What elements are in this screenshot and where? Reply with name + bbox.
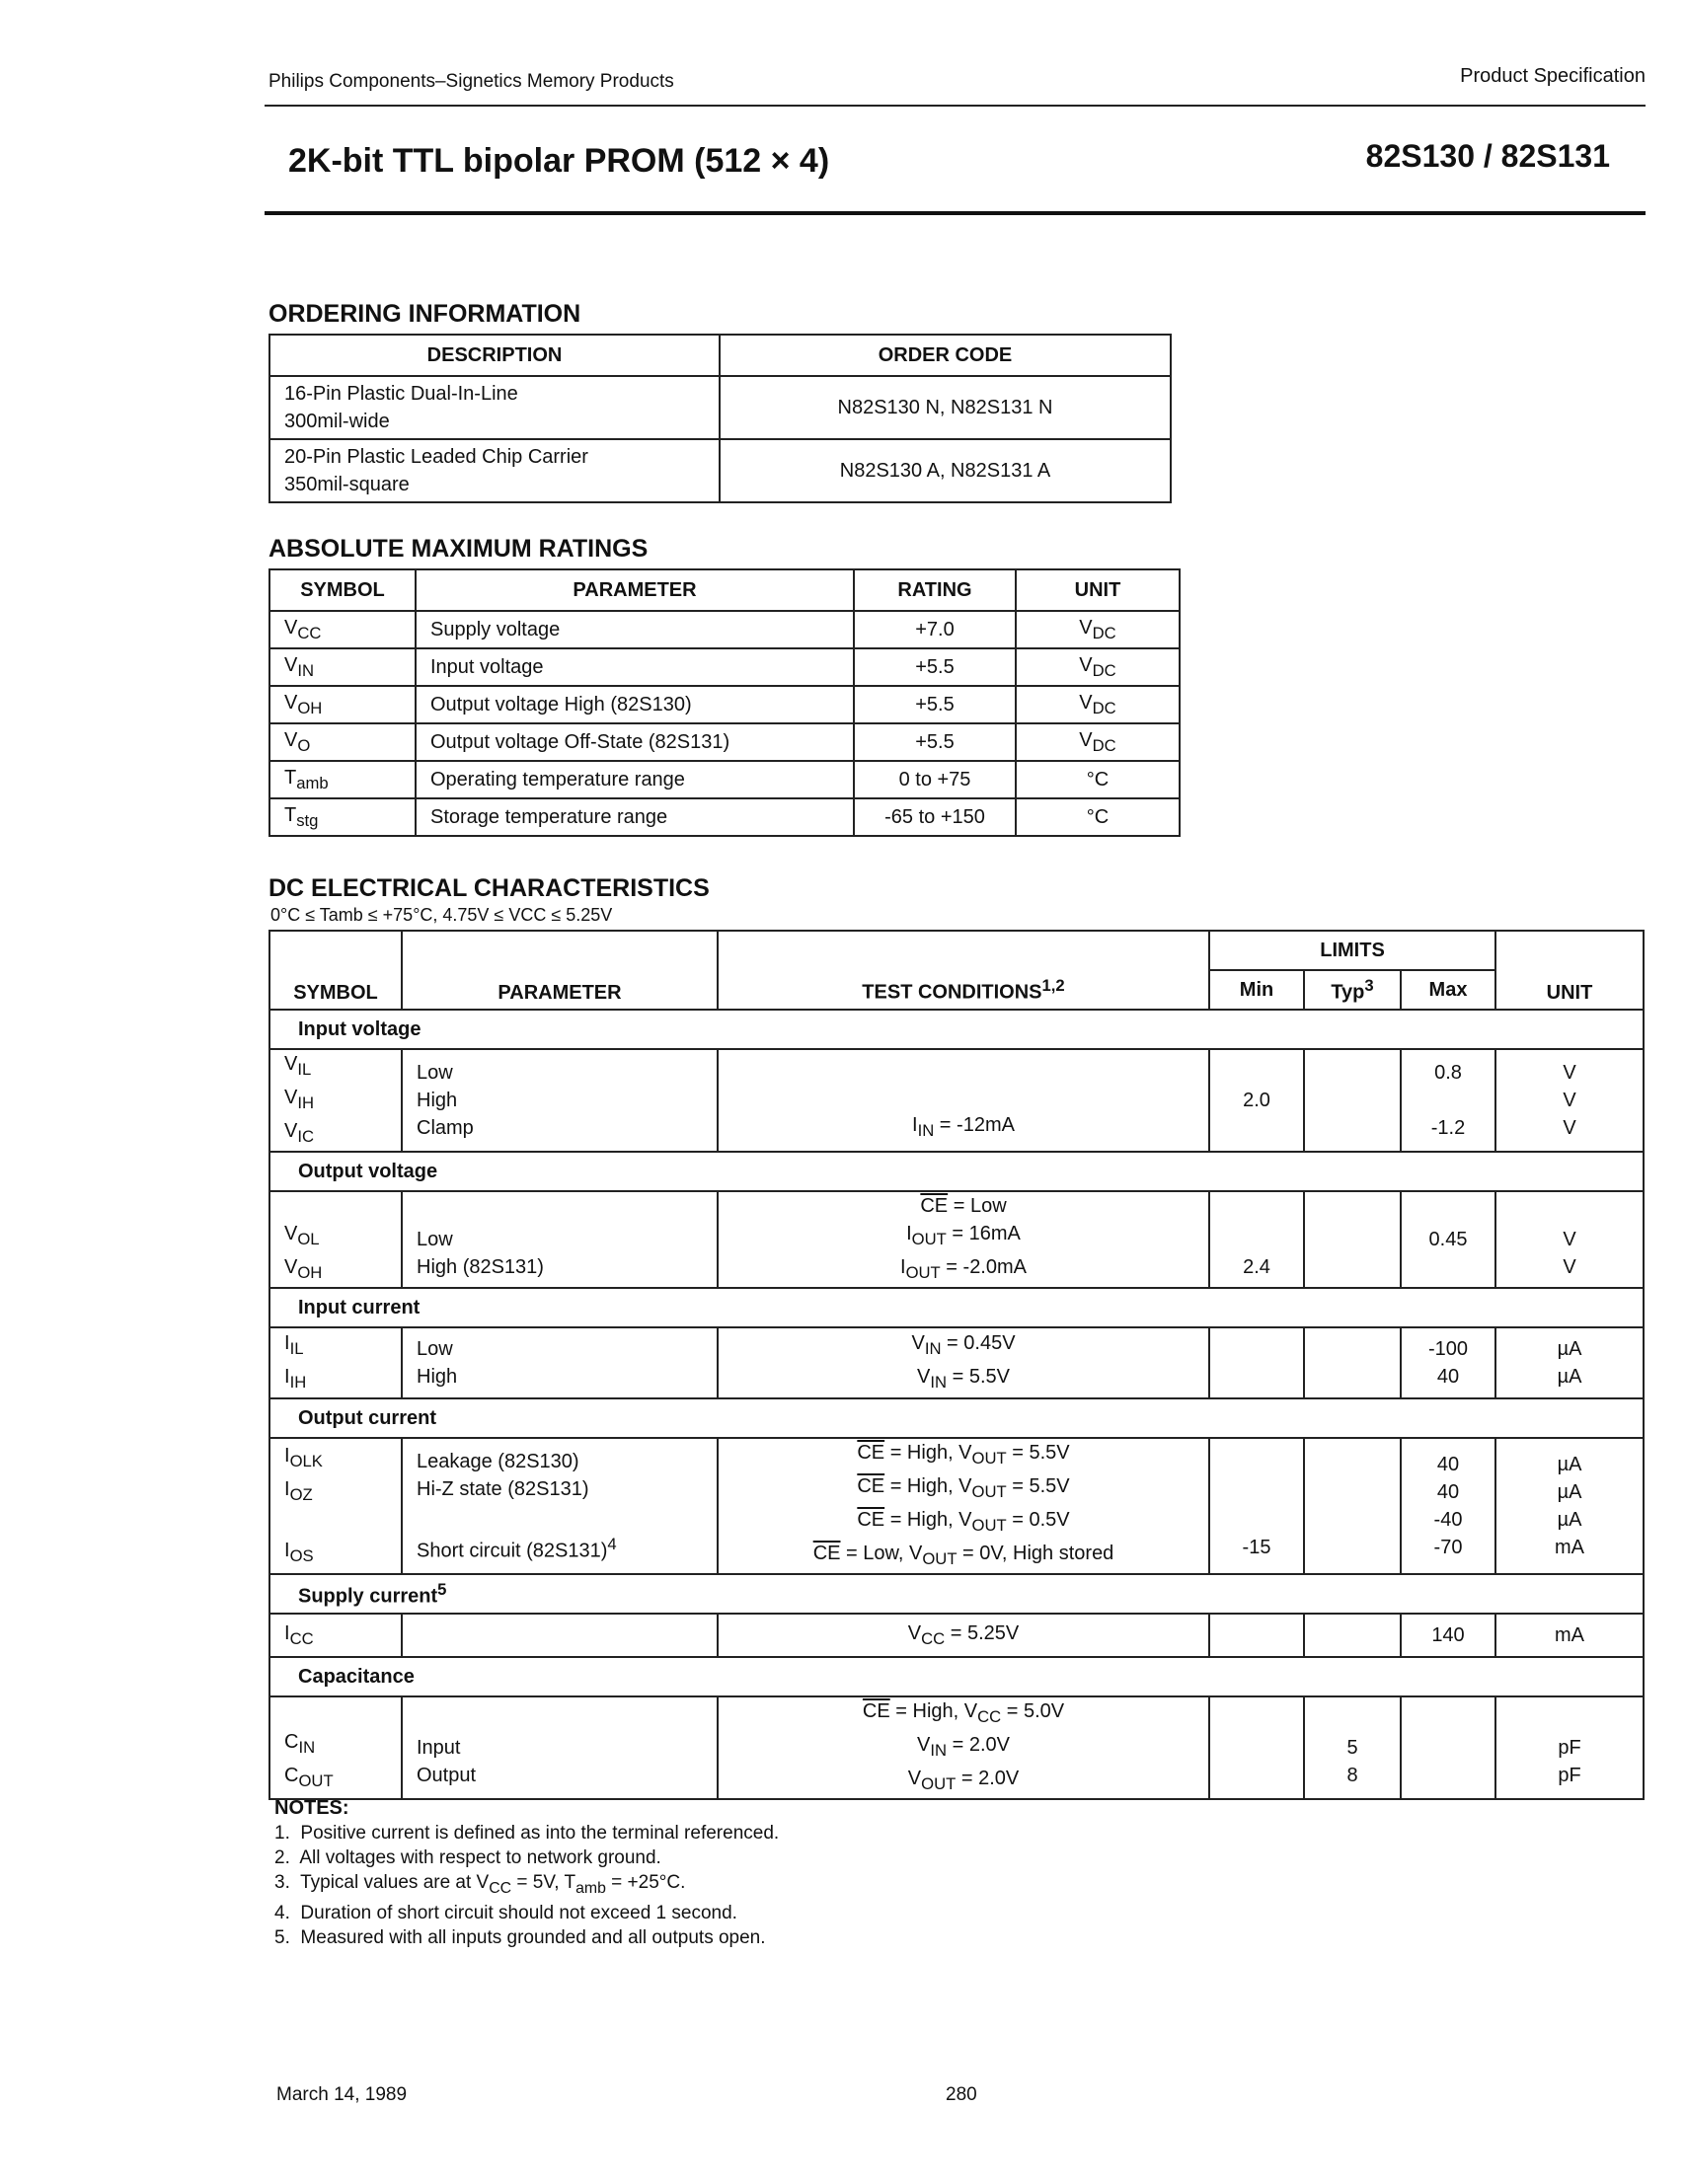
cond-text: = 5.5V [1006,1442,1070,1464]
capacitance-typ [1304,1696,1401,1799]
output-current-tests [718,1438,1209,1574]
table-row [269,1696,1644,1799]
note-text: Positive current is defined as into the terminal referenced. [300,1823,780,1844]
cond-value: = 2.0V [947,1734,1010,1756]
max-value: 0.45 [1428,1229,1468,1250]
capacitance-units [1495,1696,1644,1799]
min-value: 2.4 [1243,1256,1270,1278]
max-value: 40 [1436,1481,1460,1503]
symbol-letter: V [284,653,298,676]
table-row [269,761,1180,798]
symbol-subscript: IH [297,1093,314,1112]
input-voltage-params [402,1049,718,1152]
note-item [274,1901,779,1925]
unit-text: µA [1557,1454,1582,1475]
notes-heading: NOTES: [274,1797,349,1819]
capacitance-max [1401,1696,1495,1799]
test-conditions-footnote: 1,2 [1041,976,1065,996]
capacitance-symbols [269,1696,402,1799]
abs-header-symbol: SYMBOL [269,569,416,611]
abs-unit [1016,686,1180,723]
header-rule [265,105,1646,107]
group-output-voltage: Output voltage [269,1152,1644,1191]
unit-text: V [1563,1062,1576,1084]
cond-value: = -2.0mA [940,1256,1027,1278]
abs-parameter: Output voltage High (82S130) [416,686,854,723]
symbol-subscript: IL [297,1060,312,1079]
note-text: = 5V, T [511,1872,576,1893]
symbol-subscript: OUT [298,1771,334,1790]
abs-header-parameter: PARAMETER [416,569,854,611]
param-text: High [417,1366,458,1388]
input-current-min [1209,1327,1304,1398]
symbol-letter: V [284,728,298,751]
cond-subscript: OUT [971,1516,1007,1535]
dc-title: DC ELECTRICAL CHARACTERISTICS [268,874,710,902]
supply-current-max: 140 [1401,1614,1495,1657]
group-capacitance: Capacitance [269,1657,1644,1696]
supply-current-symbol [269,1614,402,1657]
unit-text: mA [1555,1537,1585,1558]
unit-text: pF [1558,1765,1581,1786]
table-row [269,1438,1644,1574]
abs-rating: -65 to +150 [854,798,1016,836]
note-item [274,1870,779,1901]
cond-subscript: OUT [971,1482,1007,1501]
note-text: Duration of short circuit should not exceed 1 second. [300,1902,737,1923]
dc-header-max: Max [1401,970,1495,1010]
cond-text: = High, V [889,1700,978,1722]
note-item [274,1845,779,1870]
abs-header-unit: UNIT [1016,569,1180,611]
unit-text: V [1563,1090,1576,1111]
unit-text: V [1563,1117,1576,1139]
cond-subscript: OUT [971,1449,1007,1468]
symbol-subscript: IH [289,1373,307,1392]
cond-value: = 5.25V [945,1621,1020,1644]
symbol-letter: V [284,1087,298,1108]
typ-label: Typ [1331,981,1365,1004]
supply-current-unit: mA [1495,1614,1644,1657]
table-row [269,648,1180,686]
typ-value: 5 [1346,1737,1358,1759]
table-row [269,686,1180,723]
input-voltage-units [1495,1049,1644,1152]
param-text: Clamp [417,1117,474,1139]
title-rule [265,211,1646,215]
symbol-subscript: amb [296,773,329,792]
max-value: -100 [1427,1338,1469,1360]
output-voltage-units [1495,1191,1644,1288]
abs-parameter: Output voltage Off-State (82S131) [416,723,854,761]
dc-header-symbol: SYMBOL [269,931,402,1010]
table-row [269,611,1180,648]
ce-bar-signal: $\overline{CE}$ [812,1543,841,1564]
cond-text: = 0V, High stored [957,1543,1114,1564]
symbol-subscript: OLK [289,1452,323,1470]
unit-letter: V [1079,691,1093,714]
unit-text: pF [1558,1737,1581,1759]
input-current-tests [718,1327,1209,1398]
table-row [269,723,1180,761]
group-input-voltage: Input voltage [269,1010,1644,1049]
max-value: 40 [1436,1366,1460,1388]
symbol-subscript: IL [289,1339,304,1358]
ce-bar-signal: $\overline{CE}$ [862,1700,890,1722]
symbol-letter: T [284,803,297,826]
symbol-subscript: CC [297,623,322,642]
output-current-units [1495,1438,1644,1574]
cond-value: = 16mA [946,1223,1021,1244]
cond-text: = High, V [884,1475,972,1497]
cond-subscript: OUT [905,1263,941,1282]
symbol-subscript: stg [296,810,319,830]
dc-header-parameter: PARAMETER [402,931,718,1010]
cond-text: = Low, V [840,1543,923,1564]
group-footnote: 5 [437,1579,447,1599]
ordering-header-description: DESCRIPTION [269,335,720,376]
dc-header-unit: UNIT [1495,931,1644,1010]
symbol-letter: V [284,616,298,639]
symbol-subscript: OH [297,1263,323,1282]
dc-header-test-conditions [718,931,1209,1010]
cond-letter: I [900,1256,906,1278]
note-number: 5. [274,1926,290,1948]
ordering-desc-line1: 20-Pin Plastic Leaded Chip Carrier [284,446,588,468]
cond-subscript: IN [917,1121,935,1140]
min-value: 2.0 [1243,1090,1270,1111]
symbol-letter: V [284,1256,298,1278]
ordering-title: ORDERING INFORMATION [268,300,581,328]
output-voltage-max [1401,1191,1495,1288]
param-text: Low [417,1229,453,1250]
cond-subscript: IN [930,1373,948,1392]
page-number: 280 [946,2084,977,2105]
unit-text: V [1563,1256,1576,1278]
cond-subscript: CC [977,1707,1002,1726]
cond-subscript: OUT [922,1549,957,1568]
ce-bar-signal: $\overline{CE}$ [857,1475,885,1497]
symbol-subscript: IN [297,660,314,680]
unit-text: V [1563,1229,1576,1250]
dc-header-limits: LIMITS [1209,931,1495,970]
table-row [269,1327,1644,1398]
ordering-table [268,334,1172,503]
ordering-desc-line2: 300mil-wide [284,411,390,432]
output-voltage-symbols [269,1191,402,1288]
input-current-max [1401,1327,1495,1398]
symbol-letter: T [284,766,297,789]
ordering-code: N82S130 N, N82S131 N [720,376,1171,439]
unit-letter: V [1079,728,1093,751]
input-current-params [402,1327,718,1398]
cond-subscript: CC [921,1628,946,1648]
cond-letter: V [907,1768,922,1789]
output-current-typ [1304,1438,1401,1574]
dc-conditions: 0°C ≤ Tamb ≤ +75°C, 4.75V ≤ VCC ≤ 5.25V [270,905,613,925]
output-current-max [1401,1438,1495,1574]
output-current-symbols [269,1438,402,1574]
note-subscript: CC [489,1879,512,1897]
unit-text: µA [1557,1509,1582,1531]
ce-bar-signal: $\overline{CE}$ [857,1442,885,1464]
cond-value: = 2.0V [956,1768,1020,1789]
input-voltage-min [1209,1049,1304,1152]
symbol-letter: V [284,1053,298,1075]
capacitance-params [402,1696,718,1799]
notes [274,1796,779,1950]
symbol-subscript: OH [297,698,323,717]
page-title: 2K-bit TTL bipolar PROM (512 × 4) [288,142,830,180]
max-value: 0.8 [1434,1062,1462,1084]
cond-text: = 0.5V [1006,1509,1070,1531]
unit-text: µA [1557,1481,1582,1503]
abs-parameter: Supply voltage [416,611,854,648]
symbol-letter: I [284,1366,290,1388]
abs-symbol [269,723,416,761]
ordering-header-code: ORDER CODE [720,335,1171,376]
note-text: Measured with all inputs grounded and all outputs open. [300,1926,766,1948]
cond-subscript: IN [930,1741,948,1760]
symbol-letter: I [284,1540,290,1561]
input-current-units [1495,1327,1644,1398]
symbol-subscript: IC [297,1127,314,1146]
table-row [269,1049,1644,1152]
param-text: Hi-Z state (82S131) [417,1477,589,1500]
cond-text: = 5.5V [1006,1475,1070,1497]
output-current-params [402,1438,718,1574]
typ-value: 8 [1346,1765,1358,1786]
symbol-subscript: IN [298,1738,316,1757]
abs-unit [1016,723,1180,761]
note-number: 2. [274,1847,290,1868]
ce-bar-signal: $\overline{CE}$ [920,1195,949,1217]
symbol-letter: C [284,1731,299,1753]
note-number: 3. [274,1872,290,1893]
output-voltage-min [1209,1191,1304,1288]
symbol-letter: V [284,1120,298,1142]
input-current-typ [1304,1327,1401,1398]
output-voltage-params [402,1191,718,1288]
note-item [274,1925,779,1950]
cond-subscript: IN [924,1339,942,1358]
typ-footnote: 3 [1364,975,1374,995]
table-row [269,439,1171,502]
unit-letter: V [1079,616,1093,639]
abs-parameter: Input voltage [416,648,854,686]
cond-value: = Low [948,1195,1007,1217]
input-voltage-symbols [269,1049,402,1152]
abs-symbol [269,611,416,648]
symbol-letter: C [284,1765,299,1786]
param-text: High [417,1090,458,1111]
cond-text: = High, V [884,1442,972,1464]
cond-subscript: OUT [921,1774,957,1793]
abs-max-title: ABSOLUTE MAXIMUM RATINGS [268,535,649,563]
note-number: 4. [274,1902,290,1923]
input-current-symbols [269,1327,402,1398]
param-text: Input [417,1737,461,1759]
abs-rating: +5.5 [854,648,1016,686]
group-label: Supply current [298,1585,438,1608]
abs-symbol [269,648,416,686]
note-item [274,1821,779,1845]
symbol-subscript: OZ [289,1485,313,1504]
group-supply-current [269,1574,1644,1614]
table-row [269,1614,1644,1657]
cond-value: = -12mA [934,1114,1015,1136]
group-input-current: Input current [269,1288,1644,1327]
capacitance-min [1209,1696,1304,1799]
unit-letter: V [1079,653,1093,676]
abs-rating: 0 to +75 [854,761,1016,798]
supply-current-min [1209,1614,1304,1657]
unit-text: µA [1557,1338,1582,1360]
abs-parameter: Operating temperature range [416,761,854,798]
abs-max-table [268,568,1181,837]
symbol-letter: I [284,1621,290,1644]
part-numbers: 82S130 / 82S131 [1365,138,1610,174]
abs-rating: +5.5 [854,723,1016,761]
header-source: Philips Components–Signetics Memory Products [268,71,674,92]
cond-letter: V [917,1366,931,1388]
table-row [269,798,1180,836]
abs-symbol [269,798,416,836]
unit-subscript: DC [1092,735,1116,755]
cond-text: = High, V [884,1509,972,1531]
input-voltage-typ [1304,1049,1401,1152]
output-voltage-typ [1304,1191,1401,1288]
symbol-subscript: CC [289,1628,314,1648]
unit-subscript: DC [1092,660,1116,680]
symbol-subscript: OS [289,1546,314,1565]
cond-subscript: OUT [911,1230,947,1248]
param-text: Leakage (82S130) [417,1450,579,1472]
param-text: Output [417,1765,477,1786]
param-text: Low [417,1338,453,1360]
table-row [269,376,1171,439]
note-text: All voltages with respect to network ground. [299,1847,661,1868]
cond-letter: I [912,1114,918,1136]
abs-symbol [269,761,416,798]
cond-value: = 0.45V [941,1332,1016,1354]
note-number: 1. [274,1823,290,1844]
abs-unit: °C [1016,761,1180,798]
max-value: -70 [1433,1537,1463,1558]
abs-unit [1016,611,1180,648]
abs-rating: +7.0 [854,611,1016,648]
cond-letter: V [917,1734,931,1756]
output-current-min [1209,1438,1304,1574]
max-value: -1.2 [1430,1117,1466,1139]
cond-letter: I [906,1223,912,1244]
symbol-letter: I [284,1445,290,1467]
table-row [269,1191,1644,1288]
group-output-current: Output current [269,1398,1644,1438]
max-value: 40 [1436,1454,1460,1475]
abs-rating: +5.5 [854,686,1016,723]
footer-date: March 14, 1989 [276,2084,408,2105]
cond-text: = 5.0V [1001,1700,1065,1722]
abs-unit [1016,648,1180,686]
cond-value: = 5.5V [947,1366,1010,1388]
dc-header-min: Min [1209,970,1304,1010]
param-footnote: 4 [607,1534,617,1553]
param-text: Low [417,1062,453,1084]
supply-current-param [402,1614,718,1657]
unit-subscript: DC [1092,698,1116,717]
abs-header-rating: RATING [854,569,1016,611]
min-value: -15 [1242,1537,1271,1558]
unit-text: µA [1557,1366,1582,1388]
ordering-code: N82S130 A, N82S131 A [720,439,1171,502]
test-conditions-label: TEST CONDITIONS [862,982,1042,1004]
symbol-subscript: O [297,735,311,755]
note-text: Typical values are at V [300,1872,490,1893]
note-subscript: amb [575,1879,606,1897]
symbol-letter: V [284,691,298,714]
input-voltage-tests [718,1049,1209,1152]
symbol-letter: I [284,1478,290,1500]
input-voltage-max [1401,1049,1495,1152]
cond-letter: V [911,1332,925,1354]
ce-bar-signal: $\overline{CE}$ [857,1509,885,1531]
supply-current-test [718,1614,1209,1657]
capacitance-tests [718,1696,1209,1799]
abs-symbol [269,686,416,723]
abs-unit: °C [1016,798,1180,836]
ordering-desc-line1: 16-Pin Plastic Dual-In-Line [284,383,518,405]
supply-current-typ [1304,1614,1401,1657]
symbol-letter: V [284,1223,298,1244]
unit-subscript: DC [1092,623,1116,642]
max-value: -40 [1433,1509,1463,1531]
param-text: Short circuit (82S131) [417,1540,608,1562]
output-voltage-tests [718,1191,1209,1288]
dc-table [268,930,1645,1800]
abs-parameter: Storage temperature range [416,798,854,836]
param-text: High (82S131) [417,1256,544,1278]
symbol-letter: I [284,1332,290,1354]
dc-header-typ [1304,970,1401,1010]
header-doc-type: Product Specification [1460,65,1646,87]
note-text: = +25°C. [605,1872,686,1893]
cond-letter: V [907,1621,922,1644]
ordering-desc-line2: 350mil-square [284,474,410,495]
symbol-subscript: OL [297,1230,320,1248]
